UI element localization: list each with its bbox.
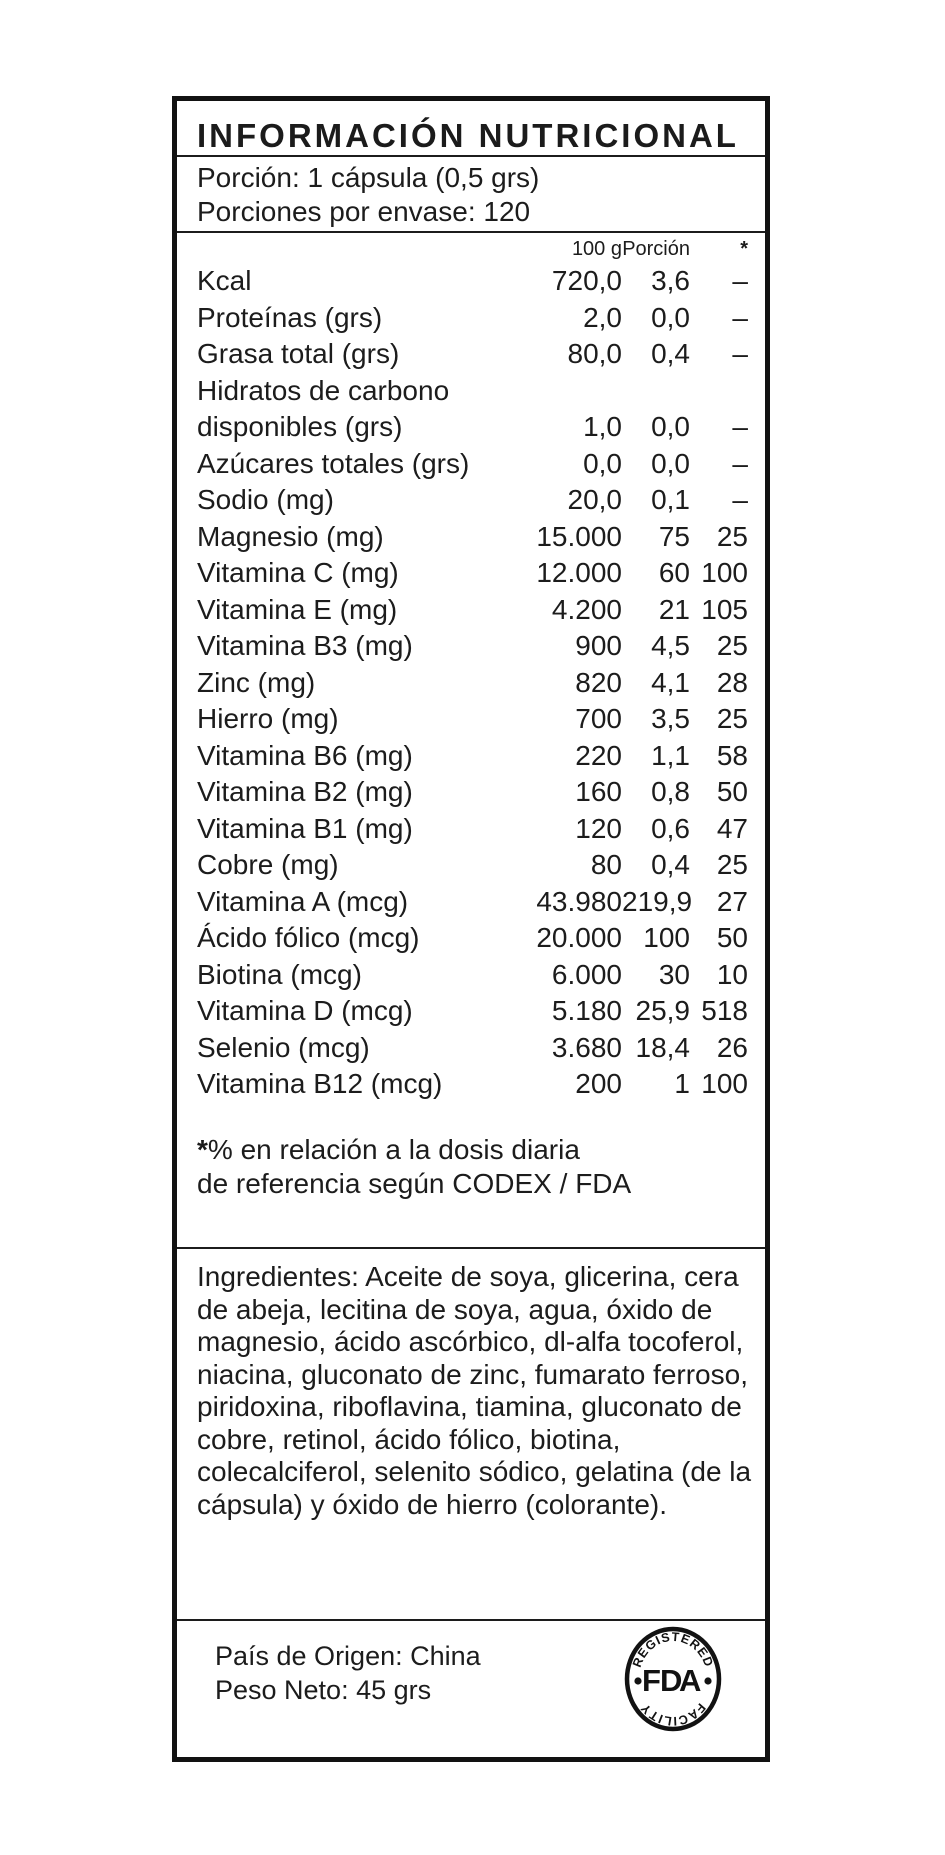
table-header [177, 237, 765, 261]
value-100g: 900 [575, 630, 622, 661]
footnote-text1: % en relación a la dosis diaria [207, 1134, 580, 1165]
table-row [177, 1030, 765, 1067]
value-portion: 1 [674, 1068, 690, 1099]
value-portion: 0,4 [651, 338, 690, 369]
nutrient-name: Vitamina E (mg) [197, 593, 398, 625]
value-100g: 160 [575, 776, 622, 807]
origin-info [215, 1639, 481, 1707]
table-row [177, 482, 765, 519]
table-row [177, 519, 765, 556]
table-row [177, 738, 765, 775]
value-100g: 0,0 [583, 447, 622, 479]
value-100g: 4.200 [551, 593, 622, 625]
nutrient-name: Cobre (mg) [197, 849, 339, 880]
table-row [177, 811, 765, 848]
table-row [177, 263, 765, 300]
value-portion: 3,5 [651, 703, 690, 734]
seal-top-text: REGISTERED [629, 1629, 717, 1670]
nutrient-name: Sodio (mg) [197, 484, 334, 515]
nutrient-name: Vitamina B12 (mcg) [197, 1068, 443, 1099]
table-row [177, 555, 765, 592]
seal-right-dot [704, 1677, 711, 1684]
seal-bottom-text: FACILITY [637, 1700, 709, 1729]
nutrient-name: Ácido fólico (mcg) [197, 922, 420, 953]
nutrient-name: Vitamina B1 (mg) [197, 812, 413, 844]
seal-left-dot [634, 1677, 641, 1684]
table-row [177, 300, 765, 337]
value-100g: 20,0 [567, 484, 622, 515]
table-row [177, 957, 765, 994]
value-pct: 25 [716, 520, 748, 552]
nutrient-name: Vitamina B6 (mg) [197, 739, 413, 771]
value-portion: 75 [658, 520, 690, 552]
origin-divider [177, 1619, 765, 1621]
value-pct: 25 [716, 703, 748, 734]
net-weight: Peso Neto: 45 grs [215, 1675, 432, 1705]
table-row [177, 1066, 765, 1103]
ingredients-paragraph: Ingredientes: Aceite de soya, glicerina, cera de abeja, lecitina de soya, agua, óxido de magnesio, ácido ascórbico, dl-alfa tocoferol, niacina, gluconato de zinc, fumarato ferroso, piridoxina, riboflavina, tiamina, gluconato de cobre, retinol, ácido fólico, biotina, colecalciferol, selenito sódico, gelatina (de la cápsula) y óxido de hierro (colorante). [197, 1261, 752, 1520]
fda-letter-f: F [642, 1663, 661, 1698]
nutrient-name: Proteínas (grs) [197, 301, 383, 333]
nutrient-name: Vitamina C (mg) [197, 557, 399, 588]
value-100g: 1,0 [583, 411, 622, 442]
table-row [177, 592, 765, 629]
value-100g: 700 [575, 703, 622, 734]
table-row [177, 628, 765, 665]
header-asterisk: * [740, 238, 748, 260]
value-pct: 100 [701, 557, 748, 588]
table-row [177, 993, 765, 1030]
value-pct: 28 [716, 666, 748, 698]
value-pct: 518 [701, 995, 748, 1026]
value-100g: 200 [575, 1068, 622, 1099]
value-pct: 58 [716, 739, 748, 771]
value-pct: – [732, 301, 748, 333]
serving-info [197, 161, 539, 229]
value-portion: 100 [643, 922, 690, 953]
value-portion: 219,9 [622, 885, 693, 917]
fda-registered-facility-seal [623, 1625, 723, 1733]
footnote-asterisk: * [197, 1134, 208, 1165]
value-portion: 4,1 [651, 666, 690, 698]
value-pct: 50 [716, 922, 748, 953]
value-portion: 0,0 [651, 411, 690, 442]
value-portion: 0,1 [651, 484, 690, 515]
value-100g: 220 [575, 739, 622, 771]
header-100g: 100 g [571, 238, 622, 260]
value-100g: 820 [575, 666, 622, 698]
value-portion: 4,5 [651, 630, 690, 661]
value-pct: 26 [716, 1031, 748, 1063]
value-pct: 50 [716, 776, 748, 807]
value-portion: 0,4 [651, 849, 690, 880]
value-100g: 120 [575, 812, 622, 844]
nutrient-name: Selenio (mcg) [197, 1031, 370, 1063]
serving-size: Porción: 1 cápsula (0,5 grs) [197, 162, 540, 193]
footnote-line1 [197, 1133, 631, 1167]
footnote-text2: de referencia según CODEX / FDA [197, 1168, 632, 1199]
value-100g: 720,0 [551, 265, 622, 296]
table-row [177, 774, 765, 811]
table-row [177, 884, 765, 921]
value-pct: – [732, 484, 748, 515]
value-pct: 25 [716, 630, 748, 661]
nutrient-name: Vitamina D (mcg) [197, 995, 413, 1026]
country-of-origin: País de Origen: China [215, 1641, 481, 1671]
title-divider [177, 155, 765, 157]
table-row [177, 665, 765, 702]
fda-letter-d: D [660, 1663, 683, 1698]
page-title: INFORMACIÓN NUTRICIONAL [197, 117, 739, 154]
nutrient-name: Magnesio (mg) [197, 520, 384, 552]
nutrition-label [172, 96, 770, 1762]
value-pct: – [732, 411, 748, 442]
nutrient-name: Zinc (mg) [197, 666, 316, 698]
value-portion: 3,6 [651, 265, 690, 296]
value-portion: 0,0 [651, 447, 690, 479]
value-100g: 15.000 [536, 520, 622, 552]
footnote [197, 1133, 631, 1201]
nutrient-name: Vitamina B3 (mg) [197, 630, 413, 661]
value-pct: 27 [716, 885, 748, 917]
value-portion: 30 [658, 958, 690, 990]
header-portion: Porción [622, 238, 690, 260]
value-100g: 2,0 [583, 301, 622, 333]
nutrient-name: disponibles (grs) [197, 411, 403, 442]
table-row [177, 847, 765, 884]
table-row [177, 373, 765, 410]
nutrient-name: Azúcares totales (grs) [197, 447, 470, 479]
value-portion: 60 [658, 557, 690, 588]
table-row [177, 920, 765, 957]
value-pct: 47 [716, 812, 748, 844]
nutrition-rows [177, 263, 765, 1103]
table-row [177, 409, 765, 446]
nutrient-name: Grasa total (grs) [197, 338, 400, 369]
value-100g: 6.000 [551, 958, 622, 990]
value-100g: 5.180 [551, 995, 622, 1026]
table-row [177, 336, 765, 373]
value-portion: 21 [658, 593, 690, 625]
value-100g: 3.680 [551, 1031, 622, 1063]
value-portion: 18,4 [635, 1031, 690, 1063]
nutrient-name: Biotina (mcg) [197, 958, 362, 990]
value-100g: 12.000 [536, 557, 622, 588]
value-pct: – [732, 338, 748, 369]
nutrient-name: Hierro (mg) [197, 703, 339, 734]
value-100g: 20.000 [536, 922, 622, 953]
value-portion: 25,9 [635, 995, 690, 1026]
value-portion: 0,0 [651, 301, 690, 333]
value-pct: 25 [716, 849, 748, 880]
value-portion: 1,1 [651, 739, 690, 771]
value-portion: 0,8 [651, 776, 690, 807]
serving-divider [177, 231, 765, 233]
value-pct: 105 [701, 593, 748, 625]
servings-per-container: Porciones por envase: 120 [197, 196, 531, 227]
value-100g: 80 [590, 849, 622, 880]
nutrient-name: Vitamina A (mcg) [197, 885, 409, 917]
fda-letter-a: A [679, 1663, 702, 1698]
nutrient-name: Hidratos de carbono [197, 374, 450, 406]
nutrient-name: Kcal [197, 265, 252, 296]
value-pct: – [732, 265, 748, 296]
value-pct: 100 [701, 1068, 748, 1099]
fda-seal-icon [623, 1625, 723, 1733]
value-pct: 10 [716, 958, 748, 990]
value-100g: 80,0 [567, 338, 622, 369]
value-pct: – [732, 447, 748, 479]
table-row [177, 701, 765, 738]
value-100g: 43.980 [536, 885, 622, 917]
nutrient-name: Vitamina B2 (mg) [197, 776, 413, 807]
ingredients-divider [177, 1247, 765, 1249]
table-row [177, 446, 765, 483]
value-portion: 0,6 [651, 812, 690, 844]
